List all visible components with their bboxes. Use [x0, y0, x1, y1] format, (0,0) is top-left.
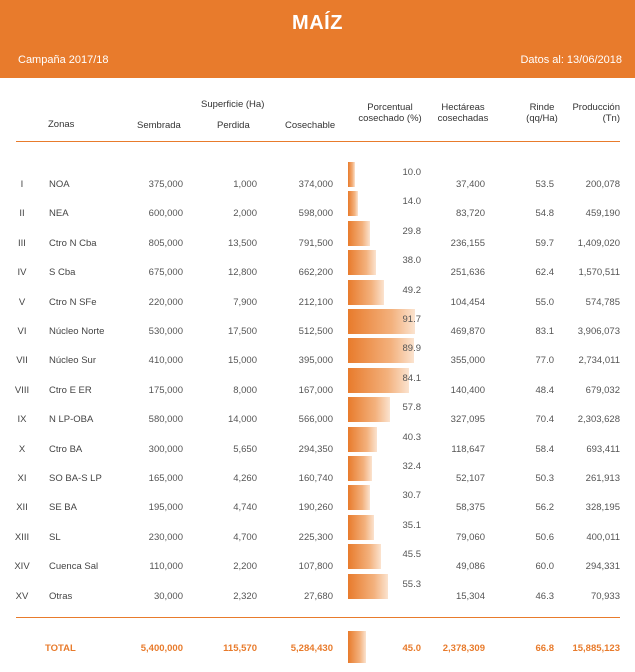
- hectareas-value: 83,720: [455, 208, 485, 220]
- zone-number: IX: [17, 414, 27, 426]
- zone-name: NEA: [49, 208, 69, 220]
- table-row: [0, 492, 635, 521]
- zone-number: III: [18, 237, 26, 249]
- total-rinde: 66.8: [535, 643, 554, 654]
- zone-number: VII: [16, 355, 28, 367]
- percent-value: 10.0: [402, 167, 421, 178]
- table-row: [0, 463, 635, 492]
- produccion-value: 400,011: [586, 531, 620, 543]
- percent-value: 57.8: [402, 402, 421, 414]
- perdida-value: 13,500: [227, 237, 257, 249]
- sembrada-value: 175,000: [148, 384, 183, 396]
- zone-number: XI: [17, 473, 27, 484]
- cosechable-value: 598,000: [298, 208, 333, 220]
- perdida-value: 14,000: [227, 414, 257, 426]
- hectareas-value: 58,375: [455, 502, 485, 514]
- produccion-value: 2,303,628: [577, 414, 620, 426]
- zone-name: Núcleo Norte: [49, 326, 105, 337]
- rinde-value: 83.1: [535, 326, 554, 337]
- percent-value: 30.7: [402, 490, 421, 502]
- hectareas-value: 251,636: [450, 267, 485, 279]
- perdida-value: 15,000: [227, 355, 257, 367]
- table-row: [0, 578, 635, 610]
- table-row: [0, 372, 635, 404]
- percent-bar: [348, 427, 377, 452]
- table-row: [0, 284, 635, 316]
- cosechable-value: 395,000: [298, 355, 333, 367]
- hectareas-value: 469,870: [450, 326, 485, 337]
- percent-bar: [348, 544, 381, 569]
- perdida-value: 12,800: [227, 267, 257, 279]
- zone-number: X: [18, 443, 26, 455]
- page-title: MAÍZ: [292, 12, 343, 34]
- table-row: [0, 316, 635, 345]
- produccion-value: 294,331: [585, 561, 620, 573]
- rinde-value: 50.3: [535, 473, 554, 484]
- total-divider: [16, 617, 620, 618]
- sembrada-value: 805,000: [148, 237, 183, 249]
- zone-number: XIV: [14, 561, 30, 573]
- produccion-value: 3,906,073: [577, 326, 620, 337]
- rinde-value: 60.0: [535, 561, 554, 573]
- total-cosechable: 5,284,430: [290, 643, 333, 654]
- cosechable-value: 566,000: [298, 414, 333, 426]
- perdida-value: 2,000: [233, 208, 257, 220]
- perdida-value: 2,320: [233, 590, 257, 602]
- sembrada-value: 165,000: [148, 473, 183, 484]
- sembrada-value: 230,000: [148, 531, 183, 543]
- sembrada-value: 375,000: [148, 179, 183, 190]
- sembrada-value: 675,000: [148, 267, 183, 279]
- rinde-value: 62.4: [535, 267, 554, 279]
- hectareas-value: 52,107: [455, 473, 485, 484]
- produccion-header-line2: (Tn): [602, 113, 620, 124]
- perdida-value: 7,900: [233, 296, 257, 308]
- hectareas-value: 104,454: [450, 296, 485, 308]
- cosechable-value: 190,260: [298, 502, 333, 514]
- cosechable-value: 27,680: [303, 590, 333, 602]
- zone-number: VI: [17, 326, 27, 337]
- produccion-value: 679,032: [585, 384, 620, 396]
- rinde-value: 55.0: [535, 296, 554, 308]
- zone-number: IV: [17, 267, 27, 279]
- percent-value: 55.3: [402, 578, 421, 590]
- percent-value: 32.4: [402, 461, 421, 472]
- hectareas-header-line2: cosechadas: [437, 113, 489, 124]
- table-row: [0, 551, 635, 580]
- sembrada-value: 530,000: [148, 326, 183, 337]
- rinde-value: 54.8: [535, 208, 554, 220]
- hectareas-value: 49,086: [455, 561, 485, 573]
- hectareas-value: 79,060: [455, 531, 485, 543]
- total-hectareas: 2,378,309: [442, 643, 485, 654]
- cosechable-value: 374,000: [298, 179, 333, 190]
- perdida-value: 17,500: [227, 326, 257, 337]
- rinde-header: [522, 102, 562, 124]
- rinde-value: 48.4: [535, 384, 554, 396]
- zone-number: V: [18, 296, 26, 308]
- sembrada-value: 580,000: [148, 414, 183, 426]
- percent-value: 89.9: [402, 343, 421, 355]
- sembrada-value: 30,000: [153, 590, 183, 602]
- rinde-value: 56.2: [535, 502, 554, 514]
- zone-name: Núcleo Sur: [49, 355, 96, 367]
- sembrada-value: 110,000: [149, 561, 183, 573]
- cosechable-value: 512,500: [298, 326, 333, 337]
- perdida-value: 4,700: [233, 531, 257, 543]
- table-row: [0, 404, 635, 433]
- perdida-value: 1,000: [233, 179, 257, 190]
- zone-name: Ctro N SFe: [49, 296, 97, 308]
- percent-bar: [348, 397, 390, 422]
- percent-value: 49.2: [402, 284, 421, 296]
- total-perdida: 115,570: [223, 643, 257, 654]
- zone-name: Otras: [49, 590, 73, 602]
- table-row: [0, 431, 635, 463]
- sembrada-value: 220,000: [148, 296, 183, 308]
- rinde-value: 77.0: [535, 355, 554, 367]
- cosechable-value: 791,500: [298, 237, 333, 249]
- hectareas-value: 355,000: [450, 355, 485, 367]
- percent-value: 45.5: [402, 549, 421, 561]
- percent-bar: [348, 250, 376, 275]
- rinde-header-line2: (qq/Ha): [526, 113, 558, 124]
- produccion-value: 70,933: [590, 590, 620, 602]
- perdida-value: 4,260: [233, 473, 257, 484]
- cosechable-header: Cosechable: [285, 120, 336, 131]
- rinde-value: 46.3: [535, 590, 554, 602]
- hectareas-header: [431, 102, 495, 124]
- produccion-value: 261,913: [585, 473, 620, 484]
- percent-value: 14.0: [402, 196, 421, 208]
- total-percent: 45.0: [402, 643, 421, 654]
- rinde-value: 58.4: [535, 443, 554, 455]
- percent-bar: [348, 221, 370, 246]
- percent-value: 35.1: [402, 519, 421, 531]
- cosechable-value: 225,300: [298, 531, 333, 543]
- zone-number: XV: [15, 590, 29, 602]
- percent-bar: [348, 162, 355, 187]
- cosechable-value: 662,200: [298, 267, 333, 279]
- zone-name: SE BA: [49, 502, 77, 514]
- perdida-value: 5,650: [233, 443, 257, 455]
- percent-value: 84.1: [402, 372, 421, 384]
- table-row: [0, 225, 635, 257]
- zone-name: Ctro E ER: [49, 384, 92, 396]
- percent-value: 91.7: [402, 314, 421, 325]
- hectareas-value: 236,155: [450, 237, 485, 249]
- percent-value: 40.3: [402, 431, 421, 443]
- zone-number: I: [20, 179, 24, 190]
- cosechable-value: 160,740: [298, 473, 333, 484]
- cosechable-value: 107,800: [298, 561, 333, 573]
- total-row: [0, 632, 635, 661]
- perdida-value: 4,740: [233, 502, 257, 514]
- produccion-value: 200,078: [585, 179, 620, 190]
- cosechable-value: 212,100: [298, 296, 333, 308]
- hectareas-header-line1: Hectáreas: [441, 102, 485, 113]
- porcentual-header-line1: Porcentual: [367, 102, 413, 113]
- perdida-value: 2,200: [233, 561, 257, 573]
- rinde-value: 50.6: [535, 531, 554, 543]
- porcentual-header: [355, 102, 425, 124]
- sembrada-value: 300,000: [148, 443, 183, 455]
- zone-name: SO BA-S LP: [49, 473, 102, 484]
- zone-name: NOA: [49, 179, 70, 190]
- table-row: [0, 519, 635, 551]
- zone-name: Cuenca Sal: [49, 561, 99, 573]
- table-row: [0, 257, 635, 286]
- percent-bar: [348, 515, 374, 540]
- hectareas-value: 327,095: [450, 414, 485, 426]
- sembrada-header: Sembrada: [137, 120, 181, 131]
- percent-bar: [348, 574, 388, 599]
- zone-name: Ctro BA: [49, 443, 83, 455]
- perdida-value: 8,000: [233, 384, 257, 396]
- total-percent-bar: [348, 631, 366, 663]
- total-sembrada: 5,400,000: [140, 643, 183, 654]
- zone-name: SL: [49, 531, 61, 543]
- sembrada-value: 195,000: [148, 502, 183, 514]
- rinde-value: 70.4: [535, 414, 554, 426]
- zone-number: XII: [16, 502, 28, 514]
- hectareas-value: 140,400: [450, 384, 485, 396]
- date-label: Datos al: 13/06/2018: [520, 54, 622, 66]
- produccion-header: [572, 102, 620, 124]
- zone-number: VIII: [14, 384, 30, 396]
- hectareas-value: 37,400: [455, 179, 485, 190]
- rinde-header-line1: Rinde: [529, 102, 555, 113]
- zone-number: XIII: [14, 531, 30, 543]
- produccion-value: 328,195: [585, 502, 620, 514]
- percent-bar: [348, 368, 409, 393]
- produccion-value: 574,785: [585, 296, 620, 308]
- zone-name: Ctro N Cba: [49, 237, 97, 249]
- produccion-value: 459,190: [585, 208, 620, 220]
- superficie-header: Superficie (Ha): [201, 99, 265, 110]
- produccion-header-line1: Producción: [572, 102, 620, 113]
- percent-value: 38.0: [402, 255, 421, 267]
- header-banner: [0, 0, 635, 78]
- hectareas-value: 15,304: [455, 590, 485, 602]
- hectareas-value: 118,647: [451, 443, 485, 455]
- total-label: TOTAL: [45, 643, 76, 654]
- zone-name: S Cba: [49, 267, 76, 279]
- campaign-label: Campaña 2017/18: [18, 54, 109, 66]
- sembrada-value: 600,000: [148, 208, 183, 220]
- table-row: [0, 198, 635, 227]
- cosechable-value: 167,000: [298, 384, 333, 396]
- produccion-value: 1,409,020: [577, 237, 620, 249]
- rinde-value: 53.5: [535, 179, 554, 190]
- zone-name: N LP-OBA: [49, 414, 94, 426]
- percent-bar: [348, 485, 370, 510]
- total-produccion: 15,885,123: [572, 643, 620, 654]
- cosechable-value: 294,350: [298, 443, 333, 455]
- produccion-value: 2,734,011: [578, 355, 620, 367]
- rinde-value: 59.7: [535, 237, 554, 249]
- zonas-header: Zonas: [48, 119, 75, 130]
- table-row: [0, 345, 635, 374]
- header-divider: [16, 141, 620, 142]
- zone-number: II: [19, 208, 25, 220]
- porcentual-header-line2: cosechado (%): [358, 113, 422, 124]
- table-row: [0, 169, 635, 198]
- sembrada-value: 410,000: [148, 355, 183, 367]
- percent-bar: [348, 456, 372, 481]
- percent-bar: [348, 191, 358, 216]
- produccion-value: 1,570,511: [578, 267, 620, 279]
- percent-value: 29.8: [402, 225, 421, 237]
- produccion-value: 693,411: [586, 443, 620, 455]
- percent-bar: [348, 280, 384, 305]
- perdida-header: Perdida: [217, 120, 250, 131]
